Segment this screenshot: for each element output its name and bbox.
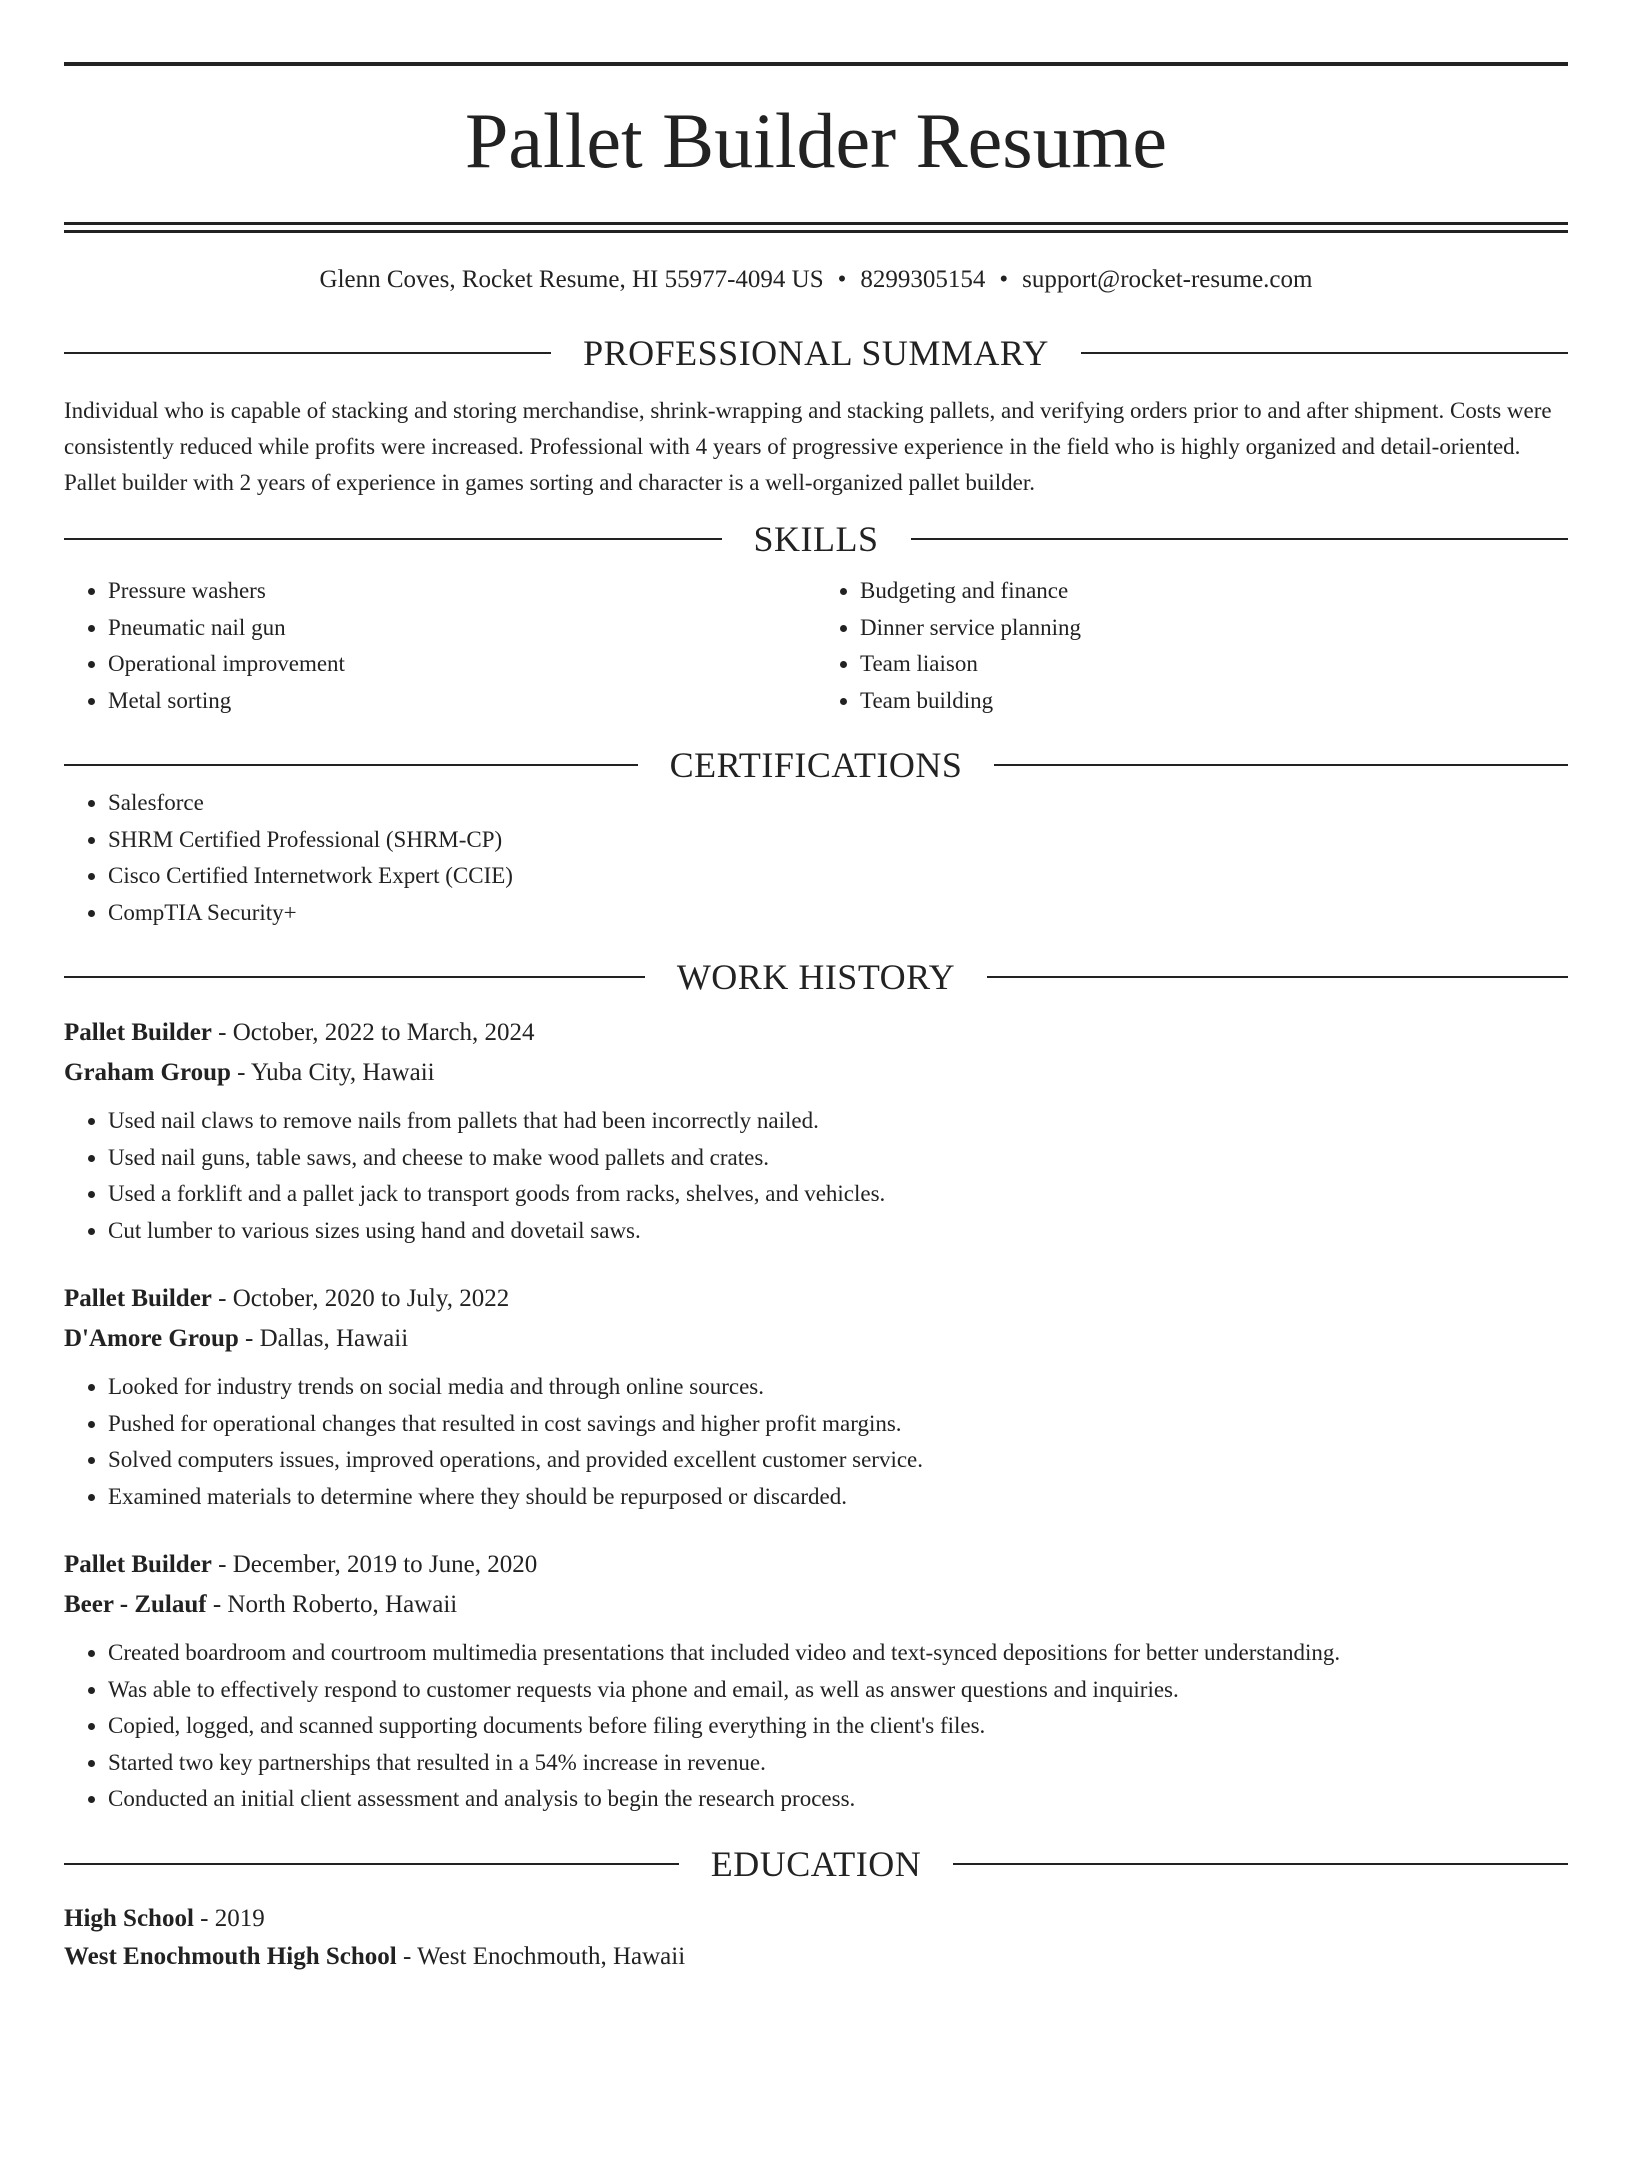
education-entry <box>64 1900 1568 1976</box>
divider-line <box>987 976 1568 978</box>
list-item: • Operational improvement <box>108 646 816 683</box>
divider-line <box>1081 352 1568 354</box>
list-item: • Used nail claws to remove nails from pallets that had been incorrectly nailed. <box>108 1103 1568 1140</box>
section-header-education <box>64 1844 1568 1884</box>
job-entry <box>64 1013 1568 1249</box>
divider-line <box>64 764 638 766</box>
page-title: Pallet Builder Resume <box>465 97 1167 184</box>
job-company-line <box>64 1585 1568 1625</box>
list-item: • Examined materials to determine where they should be repurposed or discarded. <box>108 1479 1568 1516</box>
contact-address: Glenn Coves, Rocket Resume, HI 55977-4094 US <box>319 266 824 293</box>
list-item: • Dinner service planning <box>860 610 1568 647</box>
list-item: • Looked for industry trends on social media and through online sources. <box>108 1369 1568 1406</box>
education-school-line <box>64 1938 1568 1976</box>
job-title-line <box>64 1013 1568 1053</box>
list-item: • Cut lumber to various sizes using hand and dovetail saws. <box>108 1213 1568 1250</box>
contact-phone: 8299305154 <box>860 266 986 293</box>
job-title: Pallet Builder <box>64 1019 212 1046</box>
list-item: • Cisco Certified Internetwork Expert (CCIE) <box>108 858 1568 895</box>
divider-line <box>64 1863 679 1865</box>
list-item: • Used nail guns, table saws, and cheese to make wood pallets and crates. <box>108 1140 1568 1177</box>
section-header-summary <box>64 333 1568 373</box>
section-header-work-history <box>64 957 1568 997</box>
job-company: Graham Group <box>64 1059 231 1086</box>
list-item: • Solved computers issues, improved operations, and provided excellent customer service. <box>108 1442 1568 1479</box>
list-item: • Started two key partnerships that resulted in a 54% increase in revenue. <box>108 1745 1568 1782</box>
job-company-line <box>64 1053 1568 1093</box>
contact-separator: • <box>837 266 847 293</box>
list-item: • Salesforce <box>108 785 1568 822</box>
job-dates: - October, 2022 to March, 2024 <box>211 1019 535 1046</box>
divider-line <box>911 538 1569 540</box>
job-dates: - December, 2019 to June, 2020 <box>211 1551 538 1578</box>
summary-text: Individual who is capable of stacking and storing merchandise, shrink-wrapping and stacking pallets, and verifying orders prior to and after shipment. Costs were consistently reduced while profits were increased. Professional with 4 years of progressive experience in the field who is highly organized and detail-oriented. Pallet builder with 2 years of experience in games sorting and character is a well-organized pallet builder. <box>64 398 1552 495</box>
list-item: • Created boardroom and courtroom multimedia presentations that included video and text-synced depositions for better understanding. <box>108 1635 1568 1672</box>
job-bullets <box>64 1369 1568 1515</box>
job-title: Pallet Builder <box>64 1285 212 1312</box>
job-company: D'Amore Group <box>64 1325 239 1352</box>
top-rule <box>64 62 1568 66</box>
job-entry <box>64 1279 1568 1515</box>
education-degree-line <box>64 1900 1568 1938</box>
resume-page <box>0 62 1632 2174</box>
list-item: • Metal sorting <box>108 683 816 720</box>
section-title: EDUCATION <box>710 1843 922 1884</box>
section-title: PROFESSIONAL SUMMARY <box>583 333 1049 373</box>
list-item: • Pneumatic nail gun <box>108 610 816 647</box>
list-item: • SHRM Certified Professional (SHRM-CP) <box>108 822 1568 859</box>
title-double-rule <box>64 222 1568 233</box>
list-item: • Used a forklift and a pallet jack to transport goods from racks, shelves, and vehicles. <box>108 1176 1568 1213</box>
job-company: Beer - Zulauf <box>64 1591 207 1618</box>
job-title-line <box>64 1545 1568 1585</box>
list-item: • Conducted an initial client assessment and analysis to begin the research process. <box>108 1781 1568 1818</box>
divider-line <box>64 538 722 540</box>
list-item: • Team building <box>860 683 1568 720</box>
contact-email: support@rocket-resume.com <box>1022 266 1313 293</box>
job-bullets <box>64 1635 1568 1818</box>
contact-separator: • <box>999 266 1009 293</box>
list-item: • Pushed for operational changes that resulted in cost savings and higher profit margins. <box>108 1406 1568 1443</box>
skills-column-right <box>816 573 1568 719</box>
job-dates: - October, 2020 to July, 2022 <box>211 1285 510 1312</box>
section-title: WORK HISTORY <box>676 957 956 997</box>
skills-column-left <box>64 573 816 719</box>
divider-line <box>994 764 1568 766</box>
education-year: - 2019 <box>193 1904 265 1932</box>
divider-line <box>64 976 645 978</box>
list-item: • Copied, logged, and scanned supporting documents before filing everything in the client's files. <box>108 1708 1568 1745</box>
certifications-list <box>64 785 1568 931</box>
list-item: • Pressure washers <box>108 573 816 610</box>
skills-list <box>64 573 1568 719</box>
job-company-line <box>64 1319 1568 1359</box>
list-item: • CompTIA Security+ <box>108 895 1568 932</box>
divider-line <box>64 352 551 354</box>
job-title-line <box>64 1279 1568 1319</box>
education-degree: High School <box>64 1904 194 1932</box>
job-entry <box>64 1545 1568 1818</box>
job-location: - Dallas, Hawaii <box>238 1325 409 1352</box>
divider-line <box>953 1863 1568 1865</box>
section-header-skills <box>64 519 1568 559</box>
education-school: West Enochmouth High School <box>64 1942 397 1970</box>
list-item: • Team liaison <box>860 646 1568 683</box>
section-header-certifications <box>64 745 1568 785</box>
list-item: • Budgeting and finance <box>860 573 1568 610</box>
job-location: - Yuba City, Hawaii <box>230 1059 435 1086</box>
job-title: Pallet Builder <box>64 1551 212 1578</box>
education-location: - West Enochmouth, Hawaii <box>396 1942 686 1970</box>
list-item: • Was able to effectively respond to customer requests via phone and email, as well as answer questions and inquiries. <box>108 1672 1568 1709</box>
job-location: - North Roberto, Hawaii <box>206 1591 458 1618</box>
job-bullets <box>64 1103 1568 1249</box>
section-title: CERTIFICATIONS <box>669 745 963 785</box>
contact-line <box>64 265 1568 295</box>
section-title: SKILLS <box>753 519 879 559</box>
